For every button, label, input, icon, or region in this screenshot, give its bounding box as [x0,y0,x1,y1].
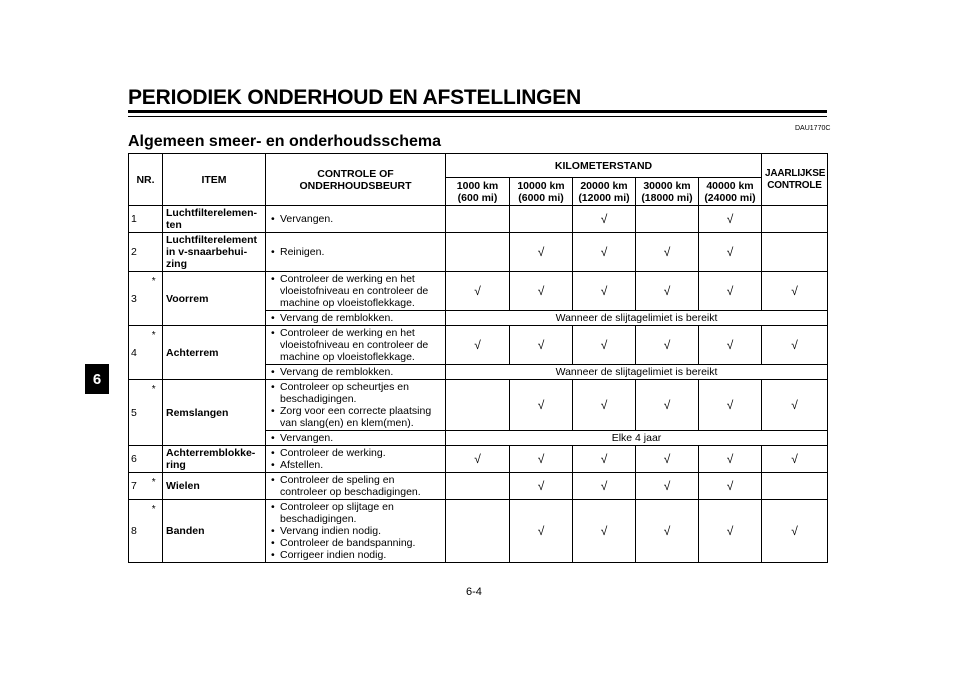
header-jaarlijkse-controle: JAARLIJKSE CONTROLE [762,154,828,206]
maintenance-schedule-table [128,153,828,563]
table-row [129,206,828,233]
row-control [266,326,446,365]
header-mi-value: (6000 mi) [518,191,564,204]
check-mark: √ [573,473,636,500]
check-mark: √ [762,380,828,431]
check-mark: √ [573,272,636,311]
check-mark: √ [573,500,636,563]
check-mark: √ [446,272,510,311]
control-bullet [269,366,442,378]
row-control [266,311,446,326]
check-mark: √ [699,500,762,563]
header-mi-value: (12000 mi) [578,191,630,204]
control-text: Zorg voor een correcte plaatsing van slang(en) en klem(men). [280,405,432,429]
empty-cell [762,206,828,233]
check-mark: √ [573,206,636,233]
row-number: 6 [129,446,146,473]
header-rule-thin [128,116,827,117]
check-mark: √ [636,326,699,365]
check-mark: √ [762,326,828,365]
control-bullet [269,459,442,471]
row-item: Wielen [163,473,266,500]
table-row [129,326,828,365]
check-mark: √ [699,473,762,500]
row-star-marker: * [146,326,163,380]
control-bullet [269,447,442,459]
header-km-value: 10000 km [517,179,565,192]
header-km-3 [573,178,636,206]
row-control [266,431,446,446]
row-control [266,446,446,473]
check-mark: √ [636,272,699,311]
check-mark: √ [573,380,636,431]
header-km-value: 20000 km [580,179,628,192]
header-km-1 [446,178,510,206]
row-item: Achterremblokke-ring [163,446,266,473]
row-control [266,380,446,431]
header-km-value: 30000 km [643,179,691,192]
header-mi-value: (18000 mi) [641,191,693,204]
row-number: 3 [129,272,146,326]
row-item: Banden [163,500,266,563]
row-star-marker [146,446,163,473]
control-text: Afstellen. [280,459,324,471]
check-mark: √ [510,326,573,365]
interval-note: Wanneer de slijtagelimiet is bereikt [446,365,828,380]
control-bullet [269,549,442,561]
control-bullet [269,432,442,444]
check-mark: √ [636,473,699,500]
check-mark: √ [699,272,762,311]
control-text: Controleer op scheurtjes en beschadigingen. [280,381,409,405]
control-text: Controleer de speling en controleer op beschadigingen. [280,474,421,498]
row-item: Luchtfilterelemen-ten [163,206,266,233]
header-km-2 [510,178,573,206]
control-text: Vervangen. [280,432,334,444]
control-bullet [269,213,442,225]
header-rule-thick [128,110,827,113]
control-bullet [269,381,442,405]
empty-cell [762,473,828,500]
interval-note: Wanneer de slijtagelimiet is bereikt [446,311,828,326]
control-bullet [269,327,442,363]
table-header-row [129,154,828,178]
row-control [266,206,446,233]
row-star-marker [146,206,163,233]
row-item: Remslangen [163,380,266,446]
page-header-title: PERIODIEK ONDERHOUD EN AFSTELLINGEN [128,86,582,109]
control-text: Vervang indien nodig. [280,525,381,537]
check-mark: √ [573,446,636,473]
header-item: ITEM [163,154,266,206]
control-bullet [269,501,442,525]
header-km-value: 40000 km [706,179,754,192]
check-mark: √ [573,233,636,272]
table-row [129,272,828,311]
header-kilometerstand: KILOMETERSTAND [446,154,762,178]
check-mark: √ [699,380,762,431]
control-text: Vervang de remblokken. [280,366,394,378]
empty-cell [446,380,510,431]
row-number: 2 [129,233,146,272]
page-number: 6-4 [466,586,482,598]
table-row [129,380,828,431]
row-number: 8 [129,500,146,563]
row-item: Luchtfilterelement in v-snaarbehui-zing [163,233,266,272]
check-mark: √ [762,272,828,311]
empty-cell [762,233,828,272]
check-mark: √ [699,233,762,272]
control-text: Controleer op slijtage en beschadigingen. [280,501,394,525]
check-mark: √ [636,500,699,563]
document-code: DAU1770C [795,125,831,132]
header-mi-value: (600 mi) [457,191,498,204]
empty-cell [446,500,510,563]
header-mi-value: (24000 mi) [704,191,756,204]
check-mark: √ [446,326,510,365]
header-km-5 [699,178,762,206]
control-text: Vervangen. [280,213,334,225]
check-mark: √ [762,500,828,563]
header-control: CONTROLE OF ONDERHOUDSBEURT [266,154,446,206]
check-mark: √ [636,233,699,272]
table-row [129,446,828,473]
control-text: Vervang de remblokken. [280,312,394,324]
empty-cell [636,206,699,233]
check-mark: √ [699,446,762,473]
control-bullet [269,525,442,537]
control-bullet [269,312,442,324]
check-mark: √ [446,446,510,473]
check-mark: √ [699,206,762,233]
control-bullet [269,405,442,429]
control-text: Controleer de bandspanning. [280,537,416,549]
control-text: Controleer de werking en het vloeistofniveau en controleer de machine op vloeistoflekkage. [280,327,429,363]
table-row [129,233,828,272]
row-number: 1 [129,206,146,233]
row-number: 4 [129,326,146,380]
row-control [266,473,446,500]
row-number: 5 [129,380,146,446]
empty-cell [446,206,510,233]
check-mark: √ [636,446,699,473]
check-mark: √ [510,233,573,272]
check-mark: √ [573,326,636,365]
control-bullet [269,537,442,549]
header-km-value: 1000 km [456,179,499,192]
table-row [129,473,828,500]
check-mark: √ [510,446,573,473]
row-star-marker: * [146,473,163,500]
control-bullet [269,474,442,498]
table-row [129,500,828,563]
header-nr: NR. [129,154,163,206]
row-control [266,365,446,380]
check-mark: √ [636,380,699,431]
empty-cell [446,473,510,500]
row-star-marker [146,233,163,272]
row-number: 7 [129,473,146,500]
header-km-4 [636,178,699,206]
check-mark: √ [699,326,762,365]
interval-note: Elke 4 jaar [446,431,828,446]
control-text: Controleer de werking en het vloeistofniveau en controleer de machine op vloeistoflekkage. [280,273,429,309]
row-star-marker: * [146,272,163,326]
check-mark: √ [510,500,573,563]
control-text: Controleer de werking. [280,447,386,459]
row-control [266,233,446,272]
control-bullet [269,273,442,309]
empty-cell [510,206,573,233]
row-star-marker: * [146,500,163,563]
check-mark: √ [510,473,573,500]
check-mark: √ [510,272,573,311]
section-title: Algemeen smeer- en onderhoudsschema [128,133,441,150]
row-control [266,272,446,311]
control-bullet [269,246,442,258]
row-item: Achterrem [163,326,266,380]
row-star-marker: * [146,380,163,446]
check-mark: √ [762,446,828,473]
section-tab: 6 [85,364,109,394]
row-control [266,500,446,563]
row-item: Voorrem [163,272,266,326]
control-text: Reinigen. [280,246,325,258]
check-mark: √ [510,380,573,431]
empty-cell [446,233,510,272]
control-text: Corrigeer indien nodig. [280,549,387,561]
